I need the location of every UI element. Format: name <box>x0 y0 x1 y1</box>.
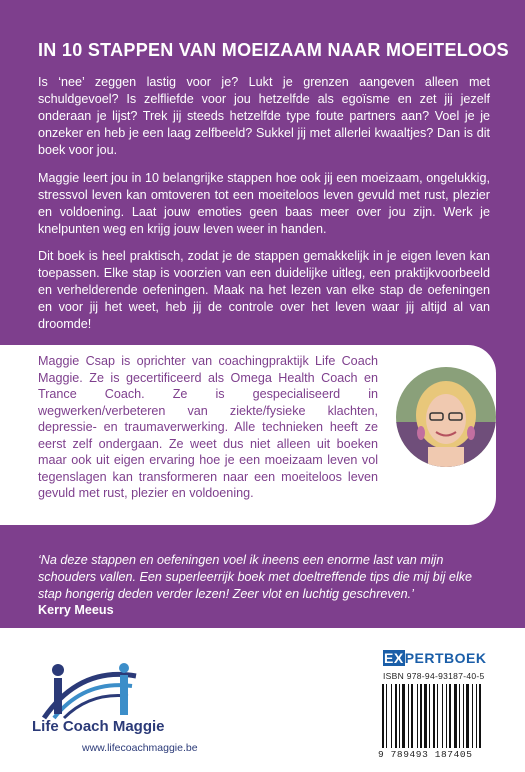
testimonial-author: Kerry Meeus <box>38 603 114 617</box>
promise-paragraph: Maggie leert jou in 10 belangrijke stappen hoe ook jij een moeizaam, ongelukkig, stressvol leven kan omtoveren tot een moeiteloos leven gevuld met rust, plezier en voldoening. Laat jouw emoties geen baas meer over jou zijn. Werk je knelpunten weg en krijg jouw leven weer in handen. <box>38 171 490 236</box>
person-arches-logo-icon <box>40 658 140 720</box>
barcode-bar <box>417 684 418 748</box>
barcode-bar <box>382 684 384 748</box>
barcode-bar <box>459 684 460 748</box>
footer-panel <box>0 628 525 772</box>
purple-text-panel <box>0 0 525 345</box>
barcode-bar <box>454 684 457 748</box>
publisher-logo-rest: PERTBOEK <box>404 650 487 666</box>
author-panel <box>0 345 496 525</box>
barcode-bar <box>476 684 477 748</box>
isbn-label: ISBN 978-94-93187-40-5 <box>383 671 485 681</box>
barcode-bar <box>399 684 400 748</box>
barcode-bar <box>420 684 422 748</box>
testimonial-quote: ‘Na deze stappen en oefeningen voel ik ineens een enorme last van mijn schouders vallen. Een superleerrijk boek met doeltreffende tips die mij bij elke stap hongerig deden verder lezen! Zeer vlot en luchtig geschreven.’ <box>38 553 473 601</box>
barcode-bar <box>395 684 397 748</box>
barcode-bar <box>442 684 443 748</box>
publisher-logo-ex: EX <box>384 650 404 666</box>
barcode-number: 9 789493 187405 <box>378 749 473 760</box>
publisher-logo <box>383 650 486 666</box>
barcode-bar <box>463 684 464 748</box>
barcode-bar <box>466 684 469 748</box>
barcode <box>382 684 504 748</box>
barcode-bar <box>391 684 392 748</box>
barcode-bar <box>433 684 435 748</box>
barcode-bar <box>408 684 409 748</box>
barcode-bar <box>402 684 405 748</box>
barcode-bar <box>437 684 438 748</box>
barcode-bar <box>424 684 427 748</box>
website-link[interactable]: www.lifecoachmaggie.be <box>82 742 198 754</box>
practical-paragraph: Dit boek is heel praktisch, zodat je de stappen gemakkelijk in je eigen leven kan toepassen. Elke stap is voorzien van een duidelijke uitleg, een praktijkvoorbeeld en verhelderende oefeningen. Maak na het lezen van elke stap de oefeningen en voor jij het weet, heb jij de controle over het leven waar jij altijd al van droomde! <box>38 249 490 331</box>
intro-paragraph: Is ‘nee’ zeggen lastig voor je? Lukt je grenzen aangeven alleen met schuldgevoel? Is zelfliefde voor jou hetzelfde als egoïsme en zet jij jezelf onderaan je lijst? Trek jij steeds hetzelfde type foute partners aan? Voel je je onzeker en heb je een laag zelfbeeld? Sukkel jij met allerlei kwaaltjes? Dan is dit boek voor jou. <box>38 75 490 157</box>
barcode-bar <box>446 684 447 748</box>
barcode-bar <box>449 684 451 748</box>
book-title: IN 10 STAPPEN VAN MOEIZAAM NAAR MOEITELOOS <box>38 40 509 60</box>
barcode-bar <box>472 684 473 748</box>
author-bio: Maggie Csap is oprichter van coachingpraktijk Life Coach Maggie. Ze is gecertificeerd als Omega Health Coach en Trance Coach. Ze is gespecialiseerd in wegwerken/verbeteren van ziekte/fysieke klachten, depressie- en traumaverwerking. Alle technieken heeft ze eerst zelf ondergaan. Ze weet dus niet alleen uit boeken maar ook uit eigen ervaring hoe je een moeizaam leven vol tegenslagen kan transformeren naar een moeiteloos leven gevuld met rust, plezier en voldoening. <box>38 354 378 500</box>
barcode-bar <box>429 684 430 748</box>
barcode-bar <box>479 684 481 748</box>
barcode-bar <box>411 684 413 748</box>
logo-name: Life Coach Maggie <box>32 718 165 735</box>
author-portrait <box>396 367 496 467</box>
barcode-bar <box>386 684 387 748</box>
